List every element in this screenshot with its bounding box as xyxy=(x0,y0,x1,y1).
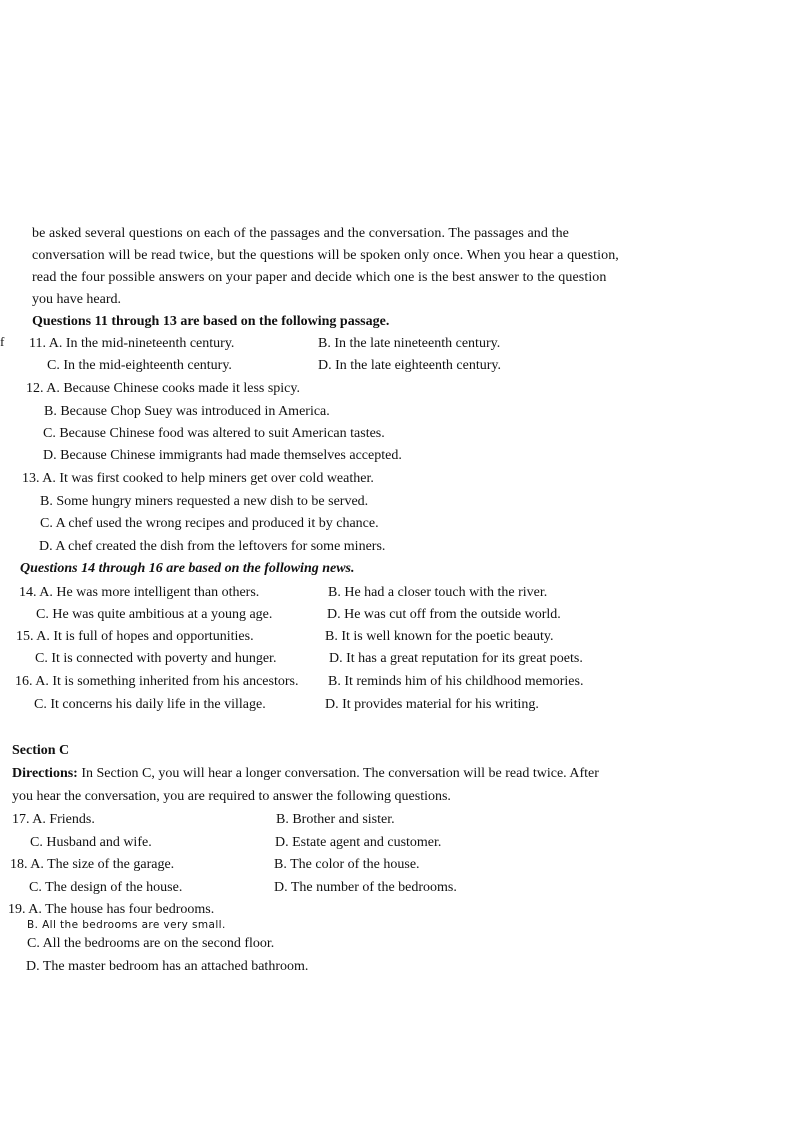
q16-option-c: C. It concerns his daily life in the village. xyxy=(34,697,266,712)
q17-option-a: 17. A. Friends. xyxy=(12,812,95,827)
q16-option-d: D. It provides material for his writing. xyxy=(325,697,539,712)
intro-line-3: read the four possible answers on your paper and decide which one is the best answer to the question xyxy=(32,270,607,285)
directions-line-2: you hear the conversation, you are required to answer the following questions. xyxy=(12,789,451,804)
q16-option-a: 16. A. It is something inherited from his ancestors. xyxy=(15,674,299,689)
intro-line-1: be asked several questions on each of the passages and the conversation. The passages and the xyxy=(32,226,569,241)
q14-option-d: D. He was cut off from the outside world. xyxy=(327,607,561,622)
q15-option-d: D. It has a great reputation for its great poets. xyxy=(329,651,583,666)
q19-option-a: 19. A. The house has four bedrooms. xyxy=(8,902,215,917)
q15-option-a: 15. A. It is full of hopes and opportunities. xyxy=(16,629,254,644)
q18-option-c: C. The design of the house. xyxy=(29,880,183,895)
q14-option-c: C. He was quite ambitious at a young age. xyxy=(36,607,273,622)
q19-option-d: D. The master bedroom has an attached bathroom. xyxy=(26,959,309,974)
q14-option-b: B. He had a closer touch with the river. xyxy=(328,585,548,600)
q12-option-b: B. Because Chop Suey was introduced in America. xyxy=(44,404,330,419)
intro-line-2: conversation will be read twice, but the questions will be spoken only once. When you hear a question, xyxy=(32,248,619,263)
section-c-title: Section C xyxy=(12,743,70,758)
intro-line-4: you have heard. xyxy=(32,292,122,307)
q13-option-a: 13. A. It was first cooked to help miners get over cold weather. xyxy=(22,471,374,486)
q12-option-c: C. Because Chinese food was altered to suit American tastes. xyxy=(43,426,385,441)
directions-label: Directions: xyxy=(12,766,78,781)
section-heading-q11-13: Questions 11 through 13 are based on the following passage. xyxy=(32,314,390,329)
directions-line-1 xyxy=(12,765,599,783)
q19-option-b: B. All the bedrooms are very small. xyxy=(27,919,226,931)
q16-option-b: B. It reminds him of his childhood memories. xyxy=(328,674,584,689)
q14-option-a: 14. A. He was more intelligent than others. xyxy=(19,585,260,600)
q15-option-c: C. It is connected with poverty and hunger. xyxy=(35,651,277,666)
q13-option-b: B. Some hungry miners requested a new dish to be served. xyxy=(40,494,369,509)
q11-option-a: 11. A. In the mid-nineteenth century. xyxy=(29,336,235,351)
q13-option-d: D. A chef created the dish from the leftovers for some miners. xyxy=(39,539,386,554)
q18-option-d: D. The number of the bedrooms. xyxy=(274,880,457,895)
q18-option-a: 18. A. The size of the garage. xyxy=(10,857,175,872)
q19-option-c: C. All the bedrooms are on the second floor. xyxy=(27,936,275,951)
q17-option-d: D. Estate agent and customer. xyxy=(275,835,442,850)
q11-option-d: D. In the late eighteenth century. xyxy=(318,358,501,373)
q18-option-b: B. The color of the house. xyxy=(274,857,420,872)
q17-option-c: C. Husband and wife. xyxy=(30,835,152,850)
section-heading-q14-16: Questions 14 through 16 are based on the following news. xyxy=(20,561,355,576)
q15-option-b: B. It is well known for the poetic beauty. xyxy=(325,629,554,644)
q12-option-d: D. Because Chinese immigrants had made themselves accepted. xyxy=(43,448,402,463)
q17-option-b: B. Brother and sister. xyxy=(276,812,395,827)
q11-option-c: C. In the mid-eighteenth century. xyxy=(47,358,232,373)
directions-text: In Section C, you will hear a longer conversation. The conversation will be read twice. After xyxy=(77,766,599,781)
q13-option-c: C. A chef used the wrong recipes and produced it by chance. xyxy=(40,516,379,531)
margin-mark: f xyxy=(0,334,5,349)
q11-option-b: B. In the late nineteenth century. xyxy=(318,336,501,351)
q12-option-a: 12. A. Because Chinese cooks made it less spicy. xyxy=(26,381,300,396)
